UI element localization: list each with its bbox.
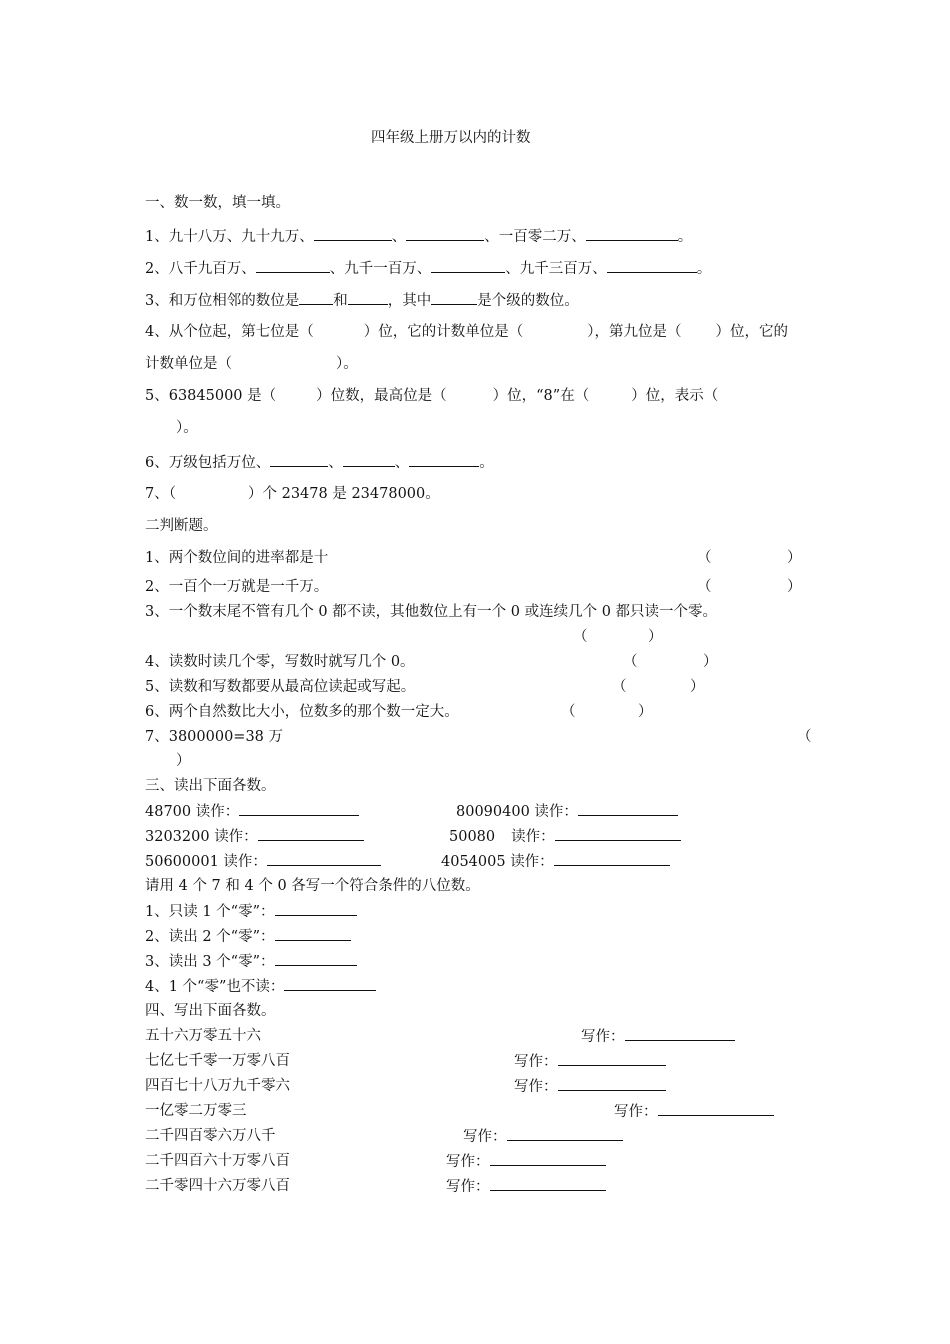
answer-blank[interactable] <box>431 259 505 273</box>
write-field: 写作： <box>614 1102 774 1121</box>
section-2-heading: 二判断题。 <box>145 518 218 534</box>
answer-blank[interactable] <box>658 1102 774 1116</box>
judge-item: 1、两个数位间的进率都是十 <box>145 550 329 566</box>
instruction: 请用 4 个 7 和 4 个 0 各写一个符合条件的八位数。 <box>145 878 480 894</box>
write-field: 写作： <box>446 1152 606 1171</box>
answer-blank[interactable] <box>270 453 328 467</box>
answer-blank[interactable] <box>406 227 484 241</box>
question-1-7: 7、（ ）个 23478 是 23478000。 <box>145 486 440 502</box>
read-row-left: 3203200 读作： <box>145 827 364 846</box>
answer-blank[interactable] <box>239 802 359 816</box>
write-item: 二千四百六十万零八百 <box>145 1153 290 1169</box>
question-1-3: 3、和万位相邻的数位是 和 ，其中 是个级的数位。 <box>145 293 579 309</box>
answer-blank[interactable] <box>343 453 395 467</box>
judge-item: 3、一个数末尾不管有几个 0 都不读，其他数位上有一个 0 或连续几个 0 都只读一个零。 <box>145 604 718 620</box>
write-field: 写作： <box>581 1027 735 1046</box>
write-item: 二千四百零六万八千 <box>145 1128 276 1144</box>
section-3-heading: 三、读出下面各数。 <box>145 778 276 794</box>
judge-paren-close: ） <box>690 679 705 695</box>
answer-blank[interactable] <box>507 1127 623 1141</box>
answer-blank[interactable] <box>299 291 333 305</box>
judge-paren-close: ） <box>176 753 191 769</box>
answer-blank[interactable] <box>314 227 392 241</box>
write-item: 七亿七千零一万零八百 <box>145 1053 290 1069</box>
judge-paren-open[interactable]: （ <box>797 729 812 745</box>
question-1-6: 6、万级包括万位、 、 、 。 <box>145 455 494 471</box>
write-item: 五十六万零五十六 <box>145 1028 261 1044</box>
judge-item: 2、一百个一万就是一千万。 <box>145 579 329 595</box>
judge-paren-open[interactable]: （ <box>623 654 638 670</box>
section-4-heading: 四、写出下面各数。 <box>145 1003 276 1019</box>
judge-paren-open[interactable]: （ <box>697 550 712 566</box>
question-1-4-cont: 计数单位是（ ）。 <box>145 356 358 372</box>
judge-paren-open[interactable]: （ <box>612 679 627 695</box>
answer-blank[interactable] <box>258 827 364 841</box>
judge-paren-close: ） <box>648 629 663 645</box>
judge-paren-close: ） <box>703 654 718 670</box>
answer-blank[interactable] <box>558 1077 666 1091</box>
read-row-left: 48700 读作： <box>145 802 359 821</box>
judge-item: 7、3800000=38 万 <box>145 729 284 745</box>
judge-item: 4、读数时读几个零，写数时就写几个 0。 <box>145 654 415 670</box>
write-item: 二千零四十六万零八百 <box>145 1178 290 1194</box>
answer-blank[interactable] <box>607 259 697 273</box>
answer-blank[interactable] <box>558 1052 666 1066</box>
answer-blank[interactable] <box>275 927 351 941</box>
judge-item: 5、读数和写数都要从最高位读起或写起。 <box>145 679 416 695</box>
read-row-right: 4054005 读作： <box>441 852 670 871</box>
write-field: 写作： <box>514 1052 666 1071</box>
condition-row: 3、读出 3 个“零”： <box>145 952 357 971</box>
question-1-1: 1、九十八万、九十九万、 、 、一百零二万、 。 <box>145 229 693 245</box>
answer-blank[interactable] <box>490 1177 606 1191</box>
page-title: 四年级上册万以内的计数 <box>371 130 531 146</box>
answer-blank[interactable] <box>348 291 388 305</box>
judge-paren-close: ） <box>787 579 802 595</box>
answer-blank[interactable] <box>586 227 678 241</box>
answer-blank[interactable] <box>256 259 330 273</box>
section-1-heading: 一、数一数，填一填。 <box>145 195 290 211</box>
answer-blank[interactable] <box>275 902 357 916</box>
judge-paren-open[interactable]: （ <box>573 629 588 645</box>
write-item: 一亿零二万零三 <box>145 1103 247 1119</box>
question-1-5-cont: ）。 <box>176 420 198 436</box>
write-field: 写作： <box>446 1177 606 1196</box>
condition-row: 1、只读 1 个“零”： <box>145 902 357 921</box>
write-field: 写作： <box>463 1127 623 1146</box>
answer-blank[interactable] <box>555 827 681 841</box>
answer-blank[interactable] <box>284 977 376 991</box>
judge-paren-close: ） <box>638 704 653 720</box>
question-1-2: 2、八千九百万、 、九千一百万、 、九千三百万、 。 <box>145 261 712 277</box>
judge-paren-open[interactable]: （ <box>561 704 576 720</box>
write-field: 写作： <box>514 1077 666 1096</box>
answer-blank[interactable] <box>267 852 381 866</box>
answer-blank[interactable] <box>431 291 477 305</box>
question-1-5: 5、63845000 是（ ）位数，最高位是（ ）位，“8”在（ ）位，表示（ <box>145 388 719 404</box>
read-row-right: 80090400 读作： <box>456 802 678 821</box>
read-row-right: 50080 读作： <box>449 827 681 846</box>
answer-blank[interactable] <box>625 1027 735 1041</box>
write-item: 四百七十八万九千零六 <box>145 1078 290 1094</box>
condition-row: 4、1 个“零”也不读： <box>145 977 376 996</box>
answer-blank[interactable] <box>490 1152 606 1166</box>
answer-blank[interactable] <box>409 453 479 467</box>
question-1-4: 4、从个位起，第七位是（ ）位，它的计数单位是（ ），第九位是（ ）位，它的 <box>145 324 788 340</box>
answer-blank[interactable] <box>554 852 670 866</box>
read-row-left: 50600001 读作： <box>145 852 381 871</box>
answer-blank[interactable] <box>578 802 678 816</box>
answer-blank[interactable] <box>275 952 357 966</box>
condition-row: 2、读出 2 个“零”： <box>145 927 351 946</box>
judge-item: 6、两个自然数比大小，位数多的那个数一定大。 <box>145 704 459 720</box>
judge-paren-close: ） <box>787 550 802 566</box>
judge-paren-open[interactable]: （ <box>697 579 712 595</box>
